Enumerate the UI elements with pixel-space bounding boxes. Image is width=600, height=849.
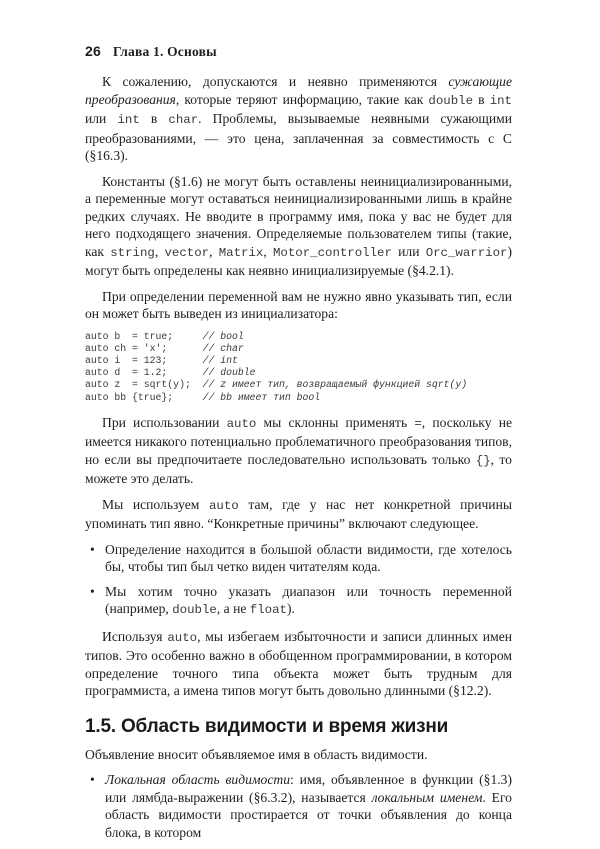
term-local-name: локальным именем — [371, 789, 483, 805]
term-narrowing: сужающие преобразования — [85, 74, 512, 107]
code-line: auto d = 1.2; // double — [85, 367, 256, 379]
bullet-icon: • — [90, 583, 95, 599]
list-item: • Определение находится в большой области видимости, где хотелось бы, чтобы тип был четко виден читателям кода. — [90, 541, 512, 575]
page-number: 26 — [85, 43, 101, 59]
scope-list — [85, 771, 512, 841]
paragraph-narrowing: К сожалению, допускаются и неявно применяются сужающие преобразования, которые теряют информацию, такие как double в int или int в char. Проблемы, вызываемые неявными сужающими преобразованиями, — это цена, заплаченная за совместимость с С (§16.3). — [85, 74, 513, 163]
paragraph-auto-usage: При использовании auto мы склонны применять =, поскольку не имеется никакого потенциально проблематичного преобразования типов, но если вы предпочитаете последовательно использовать только {}, то можете это делать. — [85, 414, 512, 487]
code-line: auto z = sqrt(y); // z имеет тип, возвращаемый функцией sqrt(y) — [85, 379, 468, 391]
list-item: • Локальная область видимости: имя, объявленное в функции (§1.3) или лямбда-выражении (§6.3.2), называется локальным именем. Его область видимости простирается от точки объявления до конца блока, в котором — [90, 772, 513, 840]
bullet-icon: • — [90, 772, 95, 788]
code-line: auto i = 123; // int — [85, 354, 238, 366]
paragraph-auto-reasons: Мы используем auto там, где у нас нет конкретной причины упоминать тип явно. “Конкретные причины” включают следующее. — [85, 496, 512, 532]
chapter-title: Глава 1. Основы — [112, 44, 217, 59]
code-line: auto ch = 'x'; // char — [85, 342, 244, 354]
paragraph-auto-benefits: Используя auto, мы избегаем избыточности и записи длинных имен типов. Это особенно важно в обобщенном программировании, в котором определение точного типа объекта может быть трудным для программиста, а имена типов могут быть довольно длинными (§12.2). — [85, 628, 512, 699]
running-header — [85, 43, 217, 60]
bullet-icon: • — [90, 541, 95, 557]
code-line: auto b = true; // bool — [85, 330, 244, 342]
code-line: auto bb {true}; // bb имеет тип bool — [85, 391, 321, 403]
paragraph-auto-intro: При определении переменной вам не нужно явно указывать тип, если он может быть выведен из инициализатора: — [85, 288, 512, 321]
list-item: • Мы хотим точно указать диапазон или точность переменной (например, double, а не float). — [90, 583, 512, 618]
term-local-scope: Локальная область видимости — [105, 772, 291, 788]
code-example-auto — [85, 331, 512, 404]
reasons-list — [85, 541, 512, 620]
section-heading: 1.5. Область видимости и время жизни — [85, 715, 449, 737]
paragraph-constants: Константы (§1.6) не могут быть оставлены неинициализированными, а переменные могут оставаться неинициализированными лишь в крайне редких случаях. Не вводите в программу имя, пока у вас не будет для него подходящего значения. Определяемые пользователем типы (такие, как string, vector, Matrix, Motor_controller или Orc_warrior) могут быть определены как неявно инициализируемые (§4.2.1). — [85, 173, 513, 278]
paragraph-declaration: Объявление вносит объявляемое имя в область видимости. — [85, 746, 428, 762]
page-body — [85, 73, 512, 849]
